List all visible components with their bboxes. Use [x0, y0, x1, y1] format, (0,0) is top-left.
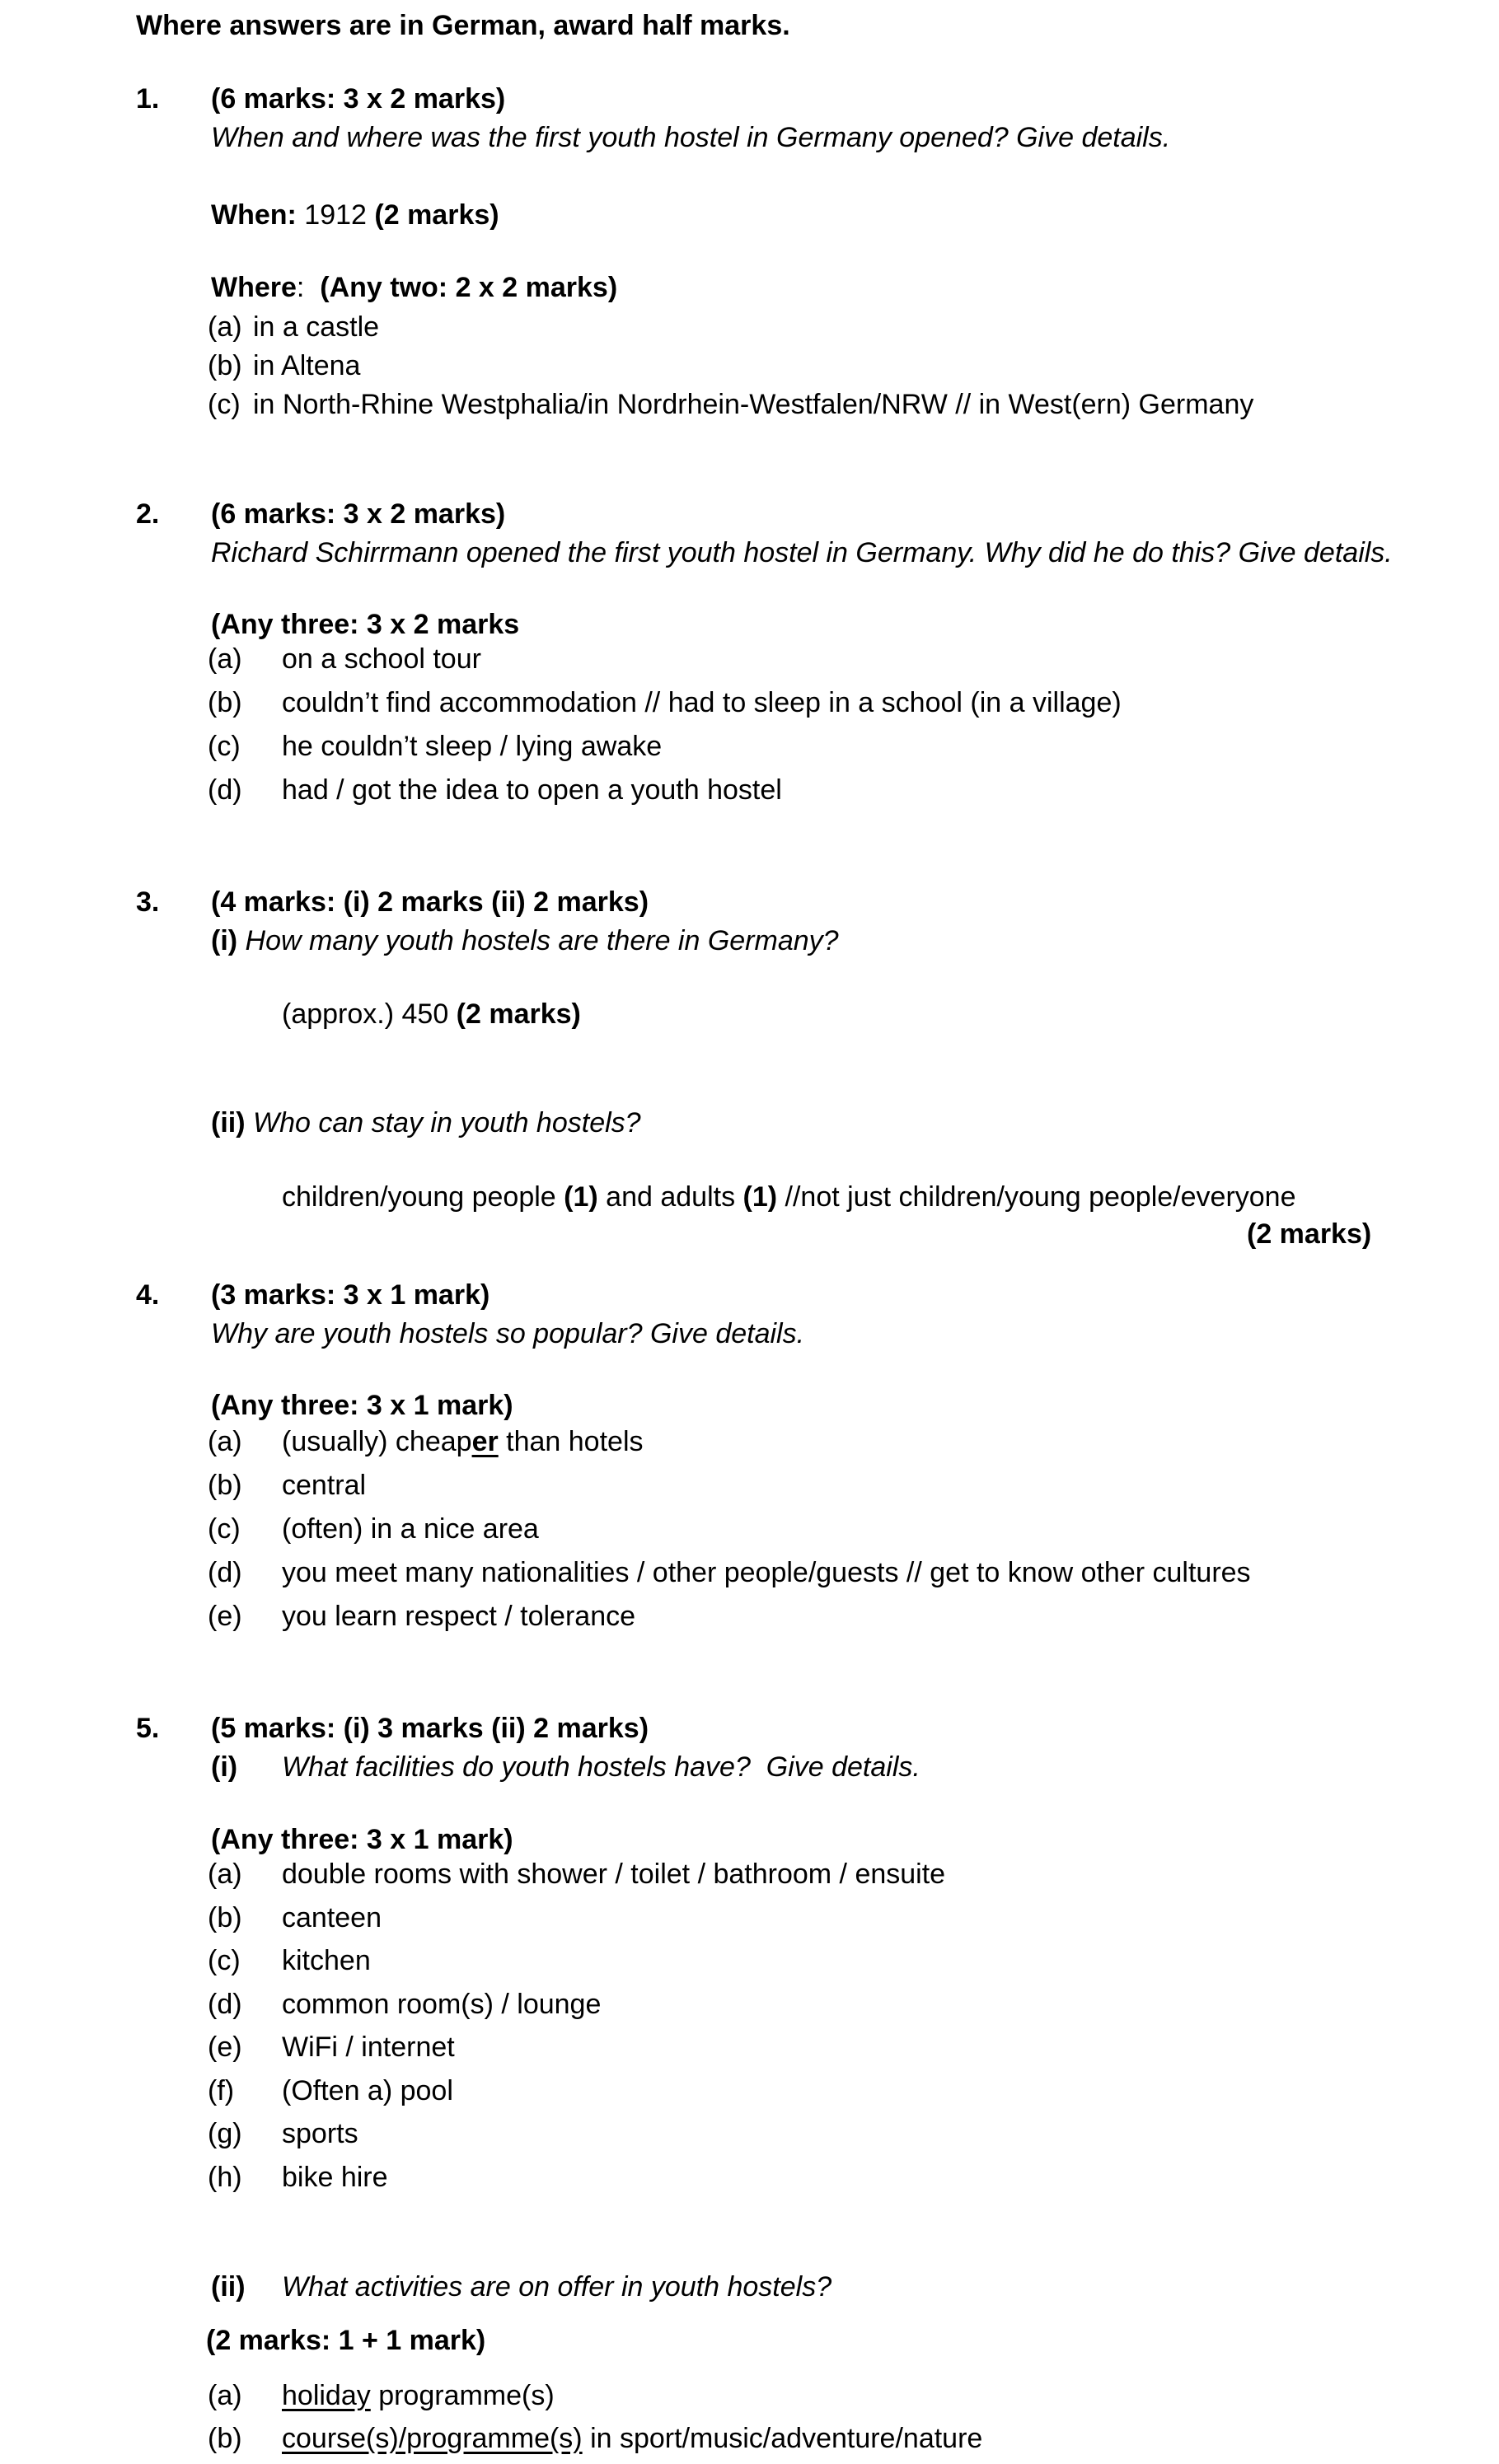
q3-marks: (4 marks: (i) 2 marks (ii) 2 marks)	[211, 886, 649, 918]
q3-number: 3.	[136, 886, 160, 918]
q5-part-i-question-line	[0, 1748, 1499, 1787]
q4-number: 4.	[136, 1279, 160, 1311]
q1-when-line	[0, 196, 1499, 235]
q1-item-c-label: (c)	[208, 389, 241, 420]
q5-item-c-label: (c)	[208, 1945, 241, 1976]
q4-question-line	[0, 1315, 1499, 1354]
q3-part-ii-marks: (2 marks)	[1247, 1218, 1372, 1250]
q4-item-e-text: you learn respect / tolerance	[282, 1601, 636, 1632]
q5-part-ii-marks-line	[0, 2321, 1499, 2360]
q1-item-c	[0, 386, 1499, 424]
q4-item-a	[0, 1423, 1499, 1461]
q5-item-a	[0, 1855, 1499, 1894]
q1-where-line	[0, 269, 1499, 307]
q2-item-b-text: couldn’t find accommodation // had to sleep in a school (in a village)	[282, 687, 1122, 718]
q4-item-d	[0, 1554, 1499, 1592]
q5-item-d-text: common room(s) / lounge	[282, 1989, 602, 2020]
q4-item-c-label: (c)	[208, 1513, 241, 1545]
q4-any-line	[0, 1386, 1499, 1425]
q3-part-ii-answer-line	[0, 1178, 1499, 1217]
q2-item-d-text: had / got the idea to open a youth hostel	[282, 774, 782, 806]
marking-note-line	[0, 7, 1499, 45]
q4-item-d-text: you meet many nationalities / other people/guests // get to know other cultures	[282, 1557, 1251, 1588]
q2-item-d	[0, 771, 1499, 810]
q5-item-e	[0, 2028, 1499, 2067]
q5-item-f-label: (f)	[208, 2075, 235, 2106]
q5-part-ii-item-a-text: holiday programme(s)	[282, 2380, 555, 2411]
q2-question: Richard Schirrmann opened the first youth hostel in Germany. Why did he do this? Give details.	[211, 537, 1393, 568]
q5-part-ii-question-line	[0, 2268, 1499, 2307]
q4-item-a-label: (a)	[208, 1426, 242, 1457]
q3-part-i-question: (i) How many youth hostels are there in Germany?	[211, 925, 839, 956]
q5-item-g-label: (g)	[208, 2118, 242, 2149]
q2-item-c-text: he couldn’t sleep / lying awake	[282, 731, 663, 762]
q4-question: Why are youth hostels so popular? Give details.	[211, 1318, 805, 1349]
q2-item-a-label: (a)	[208, 643, 242, 675]
q5-item-f	[0, 2072, 1499, 2111]
q1-header-line	[0, 80, 1499, 119]
q4-item-d-label: (d)	[208, 1557, 242, 1588]
q3-part-i-question-line	[0, 922, 1499, 961]
q5-item-f-text: (Often a) pool	[282, 2075, 453, 2106]
q5-item-c	[0, 1942, 1499, 1980]
q5-item-g-text: sports	[282, 2118, 358, 2149]
q4-item-b-text: central	[282, 1470, 367, 1501]
q2-item-a	[0, 640, 1499, 679]
q1-when-answer: When: 1912 (2 marks)	[211, 199, 499, 231]
q4-item-a-text: (usually) cheaper than hotels	[282, 1426, 644, 1457]
q2-item-d-label: (d)	[208, 774, 242, 806]
q5-part-ii-question: What activities are on offer in youth hostels?	[282, 2271, 832, 2303]
q2-marks: (6 marks: 3 x 2 marks)	[211, 498, 506, 530]
q5-item-h-text: bike hire	[282, 2162, 388, 2193]
q2-header-line	[0, 495, 1499, 534]
q5-item-g	[0, 2115, 1499, 2153]
q5-part-ii-item-b-text: course(s)/programme(s) in sport/music/adventure/nature	[282, 2423, 983, 2454]
q2-item-b-label: (b)	[208, 687, 242, 718]
q5-item-e-text: WiFi / internet	[282, 2032, 455, 2063]
q5-header-line	[0, 1709, 1499, 1748]
q1-where-heading: Where: (Any two: 2 x 2 marks)	[211, 272, 618, 303]
q5-part-ii-item-a	[0, 2377, 1499, 2415]
q4-item-e	[0, 1597, 1499, 1636]
q5-part-ii-item-a-label: (a)	[208, 2380, 242, 2411]
q5-any-heading: (Any three: 3 x 1 mark)	[211, 1824, 513, 1855]
q5-part-ii-item-b-label: (b)	[208, 2423, 242, 2454]
q1-item-a-text: in a castle	[253, 311, 380, 343]
q5-item-b	[0, 1899, 1499, 1938]
q5-part-ii-marks: (2 marks: 1 + 1 mark)	[206, 2325, 486, 2356]
q5-item-h	[0, 2158, 1499, 2197]
q2-number: 2.	[136, 498, 160, 530]
q4-item-c	[0, 1510, 1499, 1549]
q5-item-d-label: (d)	[208, 1989, 242, 2020]
q5-item-d	[0, 1985, 1499, 2024]
q1-question: When and where was the first youth hostel in Germany opened? Give details.	[211, 122, 1171, 153]
q3-part-ii-marks-line	[0, 1215, 1499, 1254]
q1-item-b	[0, 347, 1499, 386]
q5-item-b-text: canteen	[282, 1902, 382, 1933]
q3-part-i-answer-line	[0, 995, 1499, 1034]
q5-part-i-question: What facilities do youth hostels have? Give details.	[282, 1751, 920, 1783]
q5-part-ii-item-b	[0, 2420, 1499, 2458]
q5-item-e-label: (e)	[208, 2032, 242, 2063]
q5-part-i-label: (i)	[211, 1751, 238, 1783]
q5-item-a-label: (a)	[208, 1859, 242, 1890]
q2-item-b	[0, 684, 1499, 722]
q4-item-b	[0, 1466, 1499, 1505]
q3-part-ii-question: (ii) Who can stay in youth hostels?	[211, 1107, 641, 1138]
q4-item-e-label: (e)	[208, 1601, 242, 1632]
q5-item-b-label: (b)	[208, 1902, 242, 1933]
q2-question-line	[0, 534, 1499, 573]
q5-item-h-label: (h)	[208, 2162, 242, 2193]
q2-item-c	[0, 727, 1499, 766]
q1-item-a-label: (a)	[208, 311, 242, 343]
q2-item-a-text: on a school tour	[282, 643, 481, 675]
q1-item-b-text: in Altena	[253, 350, 361, 381]
q1-number: 1.	[136, 83, 160, 115]
q1-marks: (6 marks: 3 x 2 marks)	[211, 83, 506, 115]
q2-any-line	[0, 605, 1499, 644]
q1-question-line	[0, 119, 1499, 157]
marking-note: Where answers are in German, award half marks.	[136, 10, 790, 41]
q5-item-c-text: kitchen	[282, 1945, 371, 1976]
q5-part-ii-label: (ii)	[211, 2271, 246, 2303]
q3-header-line	[0, 883, 1499, 922]
q5-any-line	[0, 1821, 1499, 1859]
q4-item-b-label: (b)	[208, 1470, 242, 1501]
q3-part-ii-question-line	[0, 1104, 1499, 1143]
q4-header-line	[0, 1276, 1499, 1315]
q2-item-c-label: (c)	[208, 731, 241, 762]
q4-item-c-text: (often) in a nice area	[282, 1513, 539, 1545]
q1-item-a	[0, 308, 1499, 347]
q4-marks: (3 marks: 3 x 1 mark)	[211, 1279, 490, 1311]
q3-part-ii-answer: children/young people (1) and adults (1) //not just children/young people/everyone	[282, 1181, 1296, 1213]
q5-number: 5.	[136, 1713, 160, 1744]
q5-item-a-text: double rooms with shower / toilet / bathroom / ensuite	[282, 1859, 946, 1890]
q5-marks: (5 marks: (i) 3 marks (ii) 2 marks)	[211, 1713, 649, 1744]
q1-item-b-label: (b)	[208, 350, 242, 381]
q3-part-i-answer: (approx.) 450 (2 marks)	[282, 998, 581, 1030]
q4-any-heading: (Any three: 3 x 1 mark)	[211, 1390, 513, 1421]
q1-item-c-text: in North-Rhine Westphalia/in Nordrhein-Westfalen/NRW // in West(ern) Germany	[253, 389, 1254, 420]
q2-any-heading: (Any three: 3 x 2 marks	[211, 609, 520, 640]
